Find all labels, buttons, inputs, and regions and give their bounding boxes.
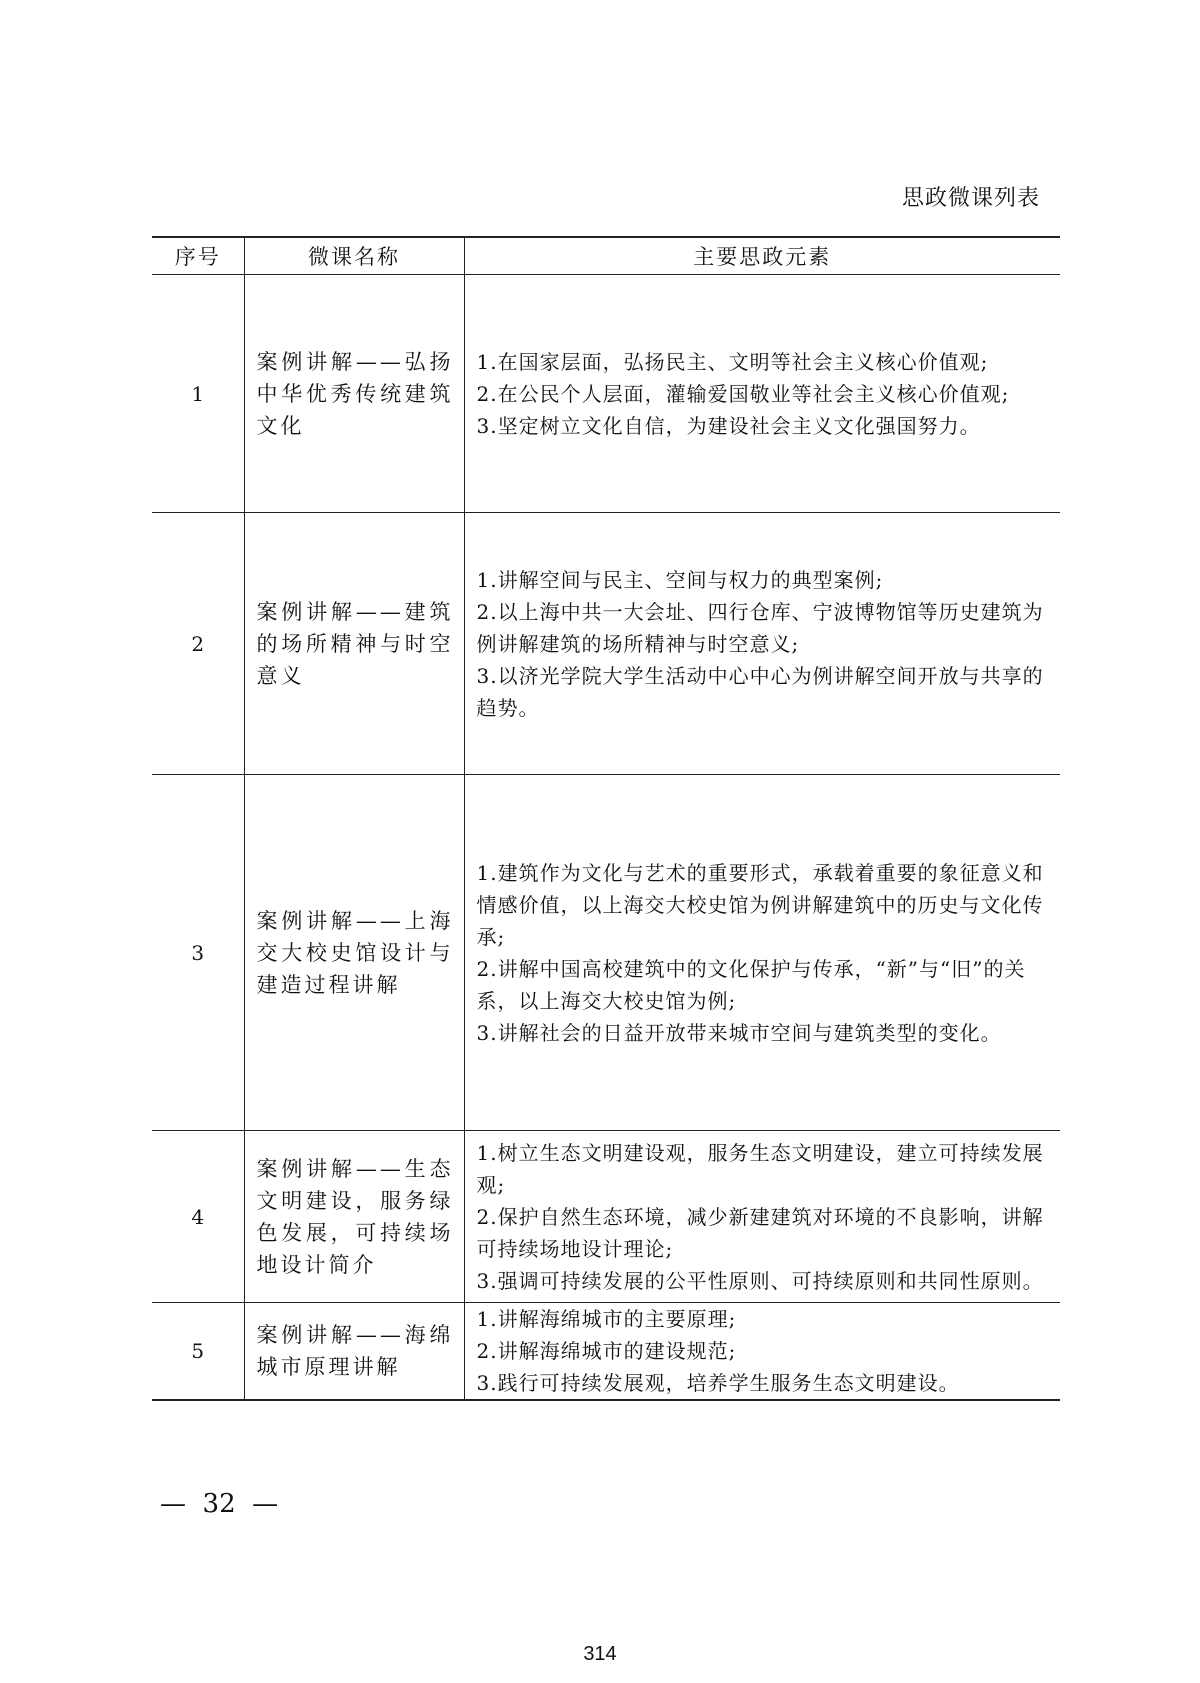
document-page-number: 314 xyxy=(583,1643,617,1665)
table-row xyxy=(152,513,1060,775)
course-name: 案例讲解——海绵城市原理讲解 xyxy=(244,1303,464,1401)
course-name: 案例讲解——生态文明建设，服务绿色发展，可持续场地设计简介 xyxy=(244,1131,464,1303)
row-number: 2 xyxy=(152,513,244,775)
ideological-elements xyxy=(464,275,1060,513)
header-number: 序号 xyxy=(152,237,244,275)
course-table xyxy=(152,236,1060,1401)
course-name: 案例讲解——建筑的场所精神与时空意义 xyxy=(244,513,464,775)
ideological-elements xyxy=(464,513,1060,775)
ideological-elements xyxy=(464,775,1060,1131)
element-item: 2.保护自然生态环境，减少新建建筑对环境的不良影响，讲解可持续场地设计理论; xyxy=(476,1204,1044,1261)
header-ideological-elements: 主要思政元素 xyxy=(464,237,1060,275)
element-item: 1.讲解海绵城市的主要原理; xyxy=(476,1307,737,1331)
element-item: 3.坚定树立文化自信，为建设社会主义文化强国努力。 xyxy=(476,413,981,438)
element-item: 2.讲解中国高校建筑中的文化保护与传承，“新”与“旧”的关系，以上海交大校史馆为例; xyxy=(476,956,1026,1013)
table-row xyxy=(152,1303,1060,1401)
element-item: 2.讲解海绵城市的建设规范; xyxy=(476,1339,737,1363)
page-footer-number: — 32 — xyxy=(160,1489,279,1519)
element-item: 3.践行可持续发展观，培养学生服务生态文明建设。 xyxy=(476,1371,960,1395)
course-name: 案例讲解——弘扬中华优秀传统建筑文化 xyxy=(244,275,464,513)
ideological-elements xyxy=(464,1303,1060,1401)
row-number: 1 xyxy=(152,275,244,513)
ideological-elements xyxy=(464,1131,1060,1303)
element-item: 2.以上海中共一大会址、四行仓库、宁波博物馆等历史建筑为例讲解建筑的场所精神与时空意义; xyxy=(476,599,1044,656)
table-row xyxy=(152,275,1060,513)
row-number: 4 xyxy=(152,1131,244,1303)
element-item: 3.以济光学院大学生活动中心中心为例讲解空间开放与共享的趋势。 xyxy=(476,663,1044,720)
row-number: 3 xyxy=(152,775,244,1131)
table-row xyxy=(152,775,1060,1131)
table-caption: 思政微课列表 xyxy=(901,186,1040,211)
element-item: 1.讲解空间与民主、空间与权力的典型案例; xyxy=(476,567,884,592)
element-item: 3.讲解社会的日益开放带来城市空间与建筑类型的变化。 xyxy=(476,1020,1002,1045)
element-item: 1.建筑作为文化与艺术的重要形式，承载着重要的象征意义和情感价值，以上海交大校史馆为例讲解建筑中的历史与文化传承; xyxy=(476,860,1044,949)
element-item: 2.在公民个人层面，灌输爱国敬业等社会主义核心价值观; xyxy=(476,381,1010,406)
course-name: 案例讲解——上海交大校史馆设计与建造过程讲解 xyxy=(244,775,464,1131)
element-item: 1.在国家层面，弘扬民主、文明等社会主义核心价值观; xyxy=(476,349,989,374)
table-header-row xyxy=(152,237,1060,275)
header-course-name: 微课名称 xyxy=(244,237,464,275)
row-number: 5 xyxy=(152,1303,244,1401)
table-row xyxy=(152,1131,1060,1303)
element-item: 1.树立生态文明建设观，服务生态文明建设，建立可持续发展观; xyxy=(476,1140,1044,1197)
element-item: 3.强调可持续发展的公平性原则、可持续原则和共同性原则。 xyxy=(476,1268,1044,1293)
